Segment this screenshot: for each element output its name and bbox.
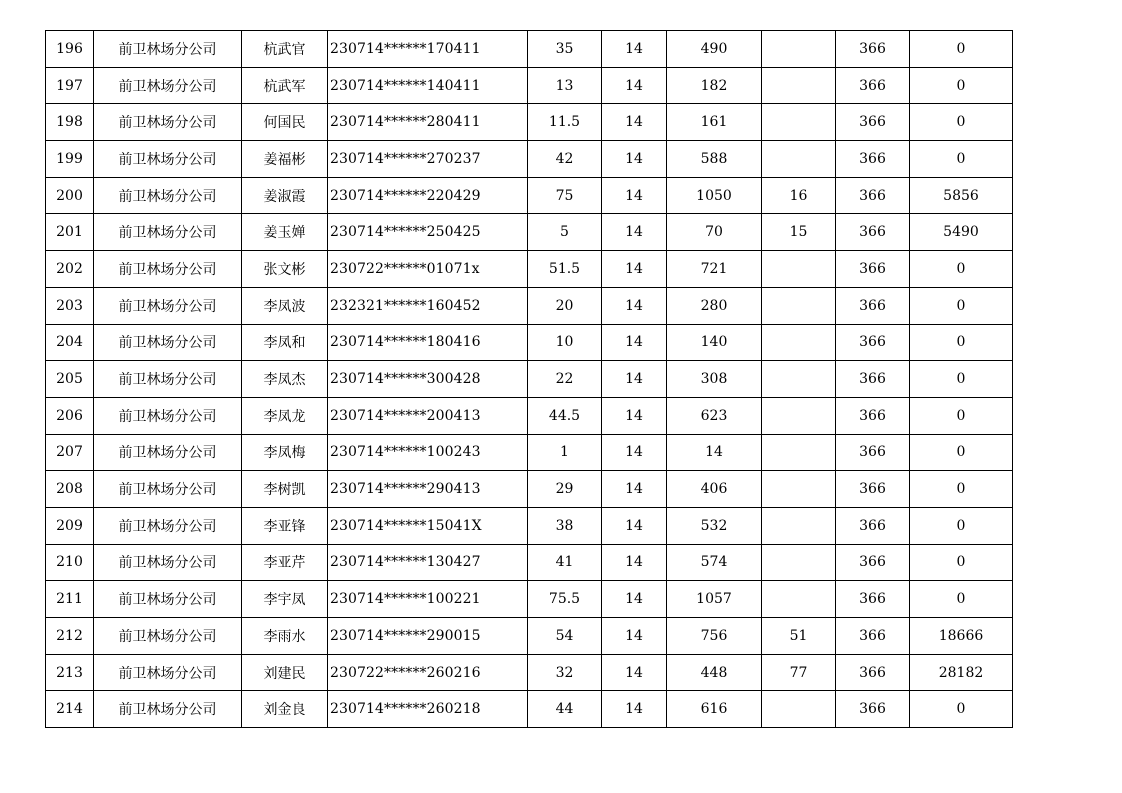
row-number-cell: 200 <box>46 177 94 214</box>
daily-rate-cell: 366 <box>836 581 910 618</box>
row-number-cell: 214 <box>46 691 94 728</box>
days-cell <box>762 361 836 398</box>
person-name-cell: 姜淑霞 <box>242 177 328 214</box>
days-cell: 16 <box>762 177 836 214</box>
data-table <box>45 30 1013 728</box>
days-cell: 51 <box>762 618 836 655</box>
daily-rate-cell: 366 <box>836 177 910 214</box>
table-body <box>46 31 1013 728</box>
amount-cell: 182 <box>667 67 762 104</box>
amount-cell: 448 <box>667 654 762 691</box>
subsidy-cell: 0 <box>910 31 1013 68</box>
amount-cell: 623 <box>667 397 762 434</box>
subsidy-cell: 0 <box>910 141 1013 178</box>
daily-rate-cell: 366 <box>836 434 910 471</box>
company-cell: 前卫林场分公司 <box>94 214 242 251</box>
company-cell: 前卫林场分公司 <box>94 31 242 68</box>
company-cell: 前卫林场分公司 <box>94 544 242 581</box>
rate-cell: 14 <box>602 581 667 618</box>
days-cell <box>762 691 836 728</box>
amount-cell: 490 <box>667 31 762 68</box>
rate-cell: 14 <box>602 507 667 544</box>
area-cell: 5 <box>528 214 602 251</box>
row-number-cell: 198 <box>46 104 94 141</box>
company-cell: 前卫林场分公司 <box>94 654 242 691</box>
subsidy-cell: 5490 <box>910 214 1013 251</box>
row-number-cell: 204 <box>46 324 94 361</box>
days-cell <box>762 287 836 324</box>
row-number-cell: 211 <box>46 581 94 618</box>
rate-cell: 14 <box>602 31 667 68</box>
subsidy-cell: 0 <box>910 507 1013 544</box>
table-row <box>46 104 1013 141</box>
days-cell <box>762 434 836 471</box>
rate-cell: 14 <box>602 434 667 471</box>
company-cell: 前卫林场分公司 <box>94 471 242 508</box>
daily-rate-cell: 366 <box>836 31 910 68</box>
id-number-cell: 230714******15041X <box>328 507 528 544</box>
daily-rate-cell: 366 <box>836 141 910 178</box>
id-number-cell: 230714******290413 <box>328 471 528 508</box>
days-cell <box>762 67 836 104</box>
table-row <box>46 214 1013 251</box>
subsidy-cell: 0 <box>910 581 1013 618</box>
days-cell <box>762 471 836 508</box>
area-cell: 75 <box>528 177 602 214</box>
person-name-cell: 李宇凤 <box>242 581 328 618</box>
company-cell: 前卫林场分公司 <box>94 287 242 324</box>
company-cell: 前卫林场分公司 <box>94 251 242 288</box>
row-number-cell: 196 <box>46 31 94 68</box>
person-name-cell: 李树凯 <box>242 471 328 508</box>
table-row <box>46 691 1013 728</box>
person-name-cell: 杭武军 <box>242 67 328 104</box>
amount-cell: 140 <box>667 324 762 361</box>
amount-cell: 1050 <box>667 177 762 214</box>
person-name-cell: 李凤和 <box>242 324 328 361</box>
company-cell: 前卫林场分公司 <box>94 324 242 361</box>
id-number-cell: 230714******100221 <box>328 581 528 618</box>
table-row <box>46 177 1013 214</box>
subsidy-cell: 0 <box>910 324 1013 361</box>
table-row <box>46 287 1013 324</box>
amount-cell: 70 <box>667 214 762 251</box>
days-cell <box>762 104 836 141</box>
table-row <box>46 397 1013 434</box>
daily-rate-cell: 366 <box>836 287 910 324</box>
amount-cell: 616 <box>667 691 762 728</box>
id-number-cell: 230714******200413 <box>328 397 528 434</box>
row-number-cell: 203 <box>46 287 94 324</box>
rate-cell: 14 <box>602 141 667 178</box>
rate-cell: 14 <box>602 251 667 288</box>
area-cell: 75.5 <box>528 581 602 618</box>
daily-rate-cell: 366 <box>836 214 910 251</box>
rate-cell: 14 <box>602 544 667 581</box>
amount-cell: 1057 <box>667 581 762 618</box>
area-cell: 20 <box>528 287 602 324</box>
person-name-cell: 李凤梅 <box>242 434 328 471</box>
area-cell: 44 <box>528 691 602 728</box>
amount-cell: 574 <box>667 544 762 581</box>
subsidy-cell: 0 <box>910 67 1013 104</box>
subsidy-cell: 0 <box>910 251 1013 288</box>
table-row <box>46 618 1013 655</box>
rate-cell: 14 <box>602 471 667 508</box>
area-cell: 42 <box>528 141 602 178</box>
daily-rate-cell: 366 <box>836 67 910 104</box>
days-cell <box>762 581 836 618</box>
rate-cell: 14 <box>602 287 667 324</box>
daily-rate-cell: 366 <box>836 104 910 141</box>
area-cell: 11.5 <box>528 104 602 141</box>
rate-cell: 14 <box>602 214 667 251</box>
table-row <box>46 434 1013 471</box>
person-name-cell: 杭武官 <box>242 31 328 68</box>
area-cell: 44.5 <box>528 397 602 434</box>
person-name-cell: 李亚芹 <box>242 544 328 581</box>
id-number-cell: 230714******270237 <box>328 141 528 178</box>
company-cell: 前卫林场分公司 <box>94 691 242 728</box>
daily-rate-cell: 366 <box>836 507 910 544</box>
table-row <box>46 361 1013 398</box>
daily-rate-cell: 366 <box>836 324 910 361</box>
person-name-cell: 李凤杰 <box>242 361 328 398</box>
id-number-cell: 230714******180416 <box>328 324 528 361</box>
rate-cell: 14 <box>602 324 667 361</box>
amount-cell: 161 <box>667 104 762 141</box>
row-number-cell: 206 <box>46 397 94 434</box>
amount-cell: 14 <box>667 434 762 471</box>
row-number-cell: 213 <box>46 654 94 691</box>
row-number-cell: 210 <box>46 544 94 581</box>
rate-cell: 14 <box>602 654 667 691</box>
subsidy-cell: 0 <box>910 361 1013 398</box>
person-name-cell: 张文彬 <box>242 251 328 288</box>
rate-cell: 14 <box>602 177 667 214</box>
table-row <box>46 67 1013 104</box>
area-cell: 1 <box>528 434 602 471</box>
subsidy-cell: 18666 <box>910 618 1013 655</box>
id-number-cell: 230722******01071x <box>328 251 528 288</box>
days-cell <box>762 397 836 434</box>
days-cell <box>762 324 836 361</box>
person-name-cell: 刘金良 <box>242 691 328 728</box>
id-number-cell: 230714******140411 <box>328 67 528 104</box>
row-number-cell: 207 <box>46 434 94 471</box>
person-name-cell: 李亚锋 <box>242 507 328 544</box>
amount-cell: 406 <box>667 471 762 508</box>
table-row <box>46 471 1013 508</box>
company-cell: 前卫林场分公司 <box>94 618 242 655</box>
id-number-cell: 230714******300428 <box>328 361 528 398</box>
subsidy-cell: 0 <box>910 434 1013 471</box>
company-cell: 前卫林场分公司 <box>94 434 242 471</box>
rate-cell: 14 <box>602 618 667 655</box>
area-cell: 22 <box>528 361 602 398</box>
daily-rate-cell: 366 <box>836 397 910 434</box>
daily-rate-cell: 366 <box>836 361 910 398</box>
daily-rate-cell: 366 <box>836 654 910 691</box>
person-name-cell: 李雨水 <box>242 618 328 655</box>
rate-cell: 14 <box>602 67 667 104</box>
rate-cell: 14 <box>602 104 667 141</box>
person-name-cell: 李凤波 <box>242 287 328 324</box>
subsidy-cell: 0 <box>910 691 1013 728</box>
table-row <box>46 324 1013 361</box>
company-cell: 前卫林场分公司 <box>94 67 242 104</box>
daily-rate-cell: 366 <box>836 471 910 508</box>
row-number-cell: 212 <box>46 618 94 655</box>
area-cell: 32 <box>528 654 602 691</box>
person-name-cell: 姜玉婵 <box>242 214 328 251</box>
subsidy-cell: 5856 <box>910 177 1013 214</box>
company-cell: 前卫林场分公司 <box>94 177 242 214</box>
id-number-cell: 230714******130427 <box>328 544 528 581</box>
days-cell <box>762 141 836 178</box>
days-cell <box>762 544 836 581</box>
row-number-cell: 199 <box>46 141 94 178</box>
company-cell: 前卫林场分公司 <box>94 397 242 434</box>
days-cell <box>762 31 836 68</box>
amount-cell: 308 <box>667 361 762 398</box>
row-number-cell: 197 <box>46 67 94 104</box>
subsidy-cell: 0 <box>910 544 1013 581</box>
amount-cell: 588 <box>667 141 762 178</box>
days-cell: 77 <box>762 654 836 691</box>
person-name-cell: 刘建民 <box>242 654 328 691</box>
company-cell: 前卫林场分公司 <box>94 104 242 141</box>
company-cell: 前卫林场分公司 <box>94 581 242 618</box>
subsidy-cell: 0 <box>910 397 1013 434</box>
person-name-cell: 姜福彬 <box>242 141 328 178</box>
subsidy-cell: 0 <box>910 104 1013 141</box>
id-number-cell: 230714******220429 <box>328 177 528 214</box>
days-cell: 15 <box>762 214 836 251</box>
amount-cell: 756 <box>667 618 762 655</box>
table-row <box>46 544 1013 581</box>
amount-cell: 721 <box>667 251 762 288</box>
area-cell: 51.5 <box>528 251 602 288</box>
table-row <box>46 581 1013 618</box>
daily-rate-cell: 366 <box>836 691 910 728</box>
area-cell: 41 <box>528 544 602 581</box>
table-row <box>46 251 1013 288</box>
row-number-cell: 209 <box>46 507 94 544</box>
row-number-cell: 205 <box>46 361 94 398</box>
id-number-cell: 230714******280411 <box>328 104 528 141</box>
area-cell: 10 <box>528 324 602 361</box>
area-cell: 38 <box>528 507 602 544</box>
company-cell: 前卫林场分公司 <box>94 141 242 178</box>
subsidy-cell: 28182 <box>910 654 1013 691</box>
id-number-cell: 230722******260216 <box>328 654 528 691</box>
days-cell <box>762 251 836 288</box>
person-name-cell: 何国民 <box>242 104 328 141</box>
row-number-cell: 201 <box>46 214 94 251</box>
table-row <box>46 654 1013 691</box>
area-cell: 13 <box>528 67 602 104</box>
subsidy-cell: 0 <box>910 471 1013 508</box>
table-row <box>46 507 1013 544</box>
id-number-cell: 230714******170411 <box>328 31 528 68</box>
table-row <box>46 31 1013 68</box>
area-cell: 35 <box>528 31 602 68</box>
area-cell: 54 <box>528 618 602 655</box>
daily-rate-cell: 366 <box>836 251 910 288</box>
rate-cell: 14 <box>602 397 667 434</box>
rate-cell: 14 <box>602 691 667 728</box>
id-number-cell: 230714******250425 <box>328 214 528 251</box>
company-cell: 前卫林场分公司 <box>94 361 242 398</box>
id-number-cell: 230714******260218 <box>328 691 528 728</box>
area-cell: 29 <box>528 471 602 508</box>
row-number-cell: 208 <box>46 471 94 508</box>
id-number-cell: 230714******100243 <box>328 434 528 471</box>
days-cell <box>762 507 836 544</box>
company-cell: 前卫林场分公司 <box>94 507 242 544</box>
table-row <box>46 141 1013 178</box>
daily-rate-cell: 366 <box>836 544 910 581</box>
person-name-cell: 李凤龙 <box>242 397 328 434</box>
amount-cell: 280 <box>667 287 762 324</box>
subsidy-cell: 0 <box>910 287 1013 324</box>
daily-rate-cell: 366 <box>836 618 910 655</box>
id-number-cell: 232321******160452 <box>328 287 528 324</box>
id-number-cell: 230714******290015 <box>328 618 528 655</box>
amount-cell: 532 <box>667 507 762 544</box>
row-number-cell: 202 <box>46 251 94 288</box>
rate-cell: 14 <box>602 361 667 398</box>
